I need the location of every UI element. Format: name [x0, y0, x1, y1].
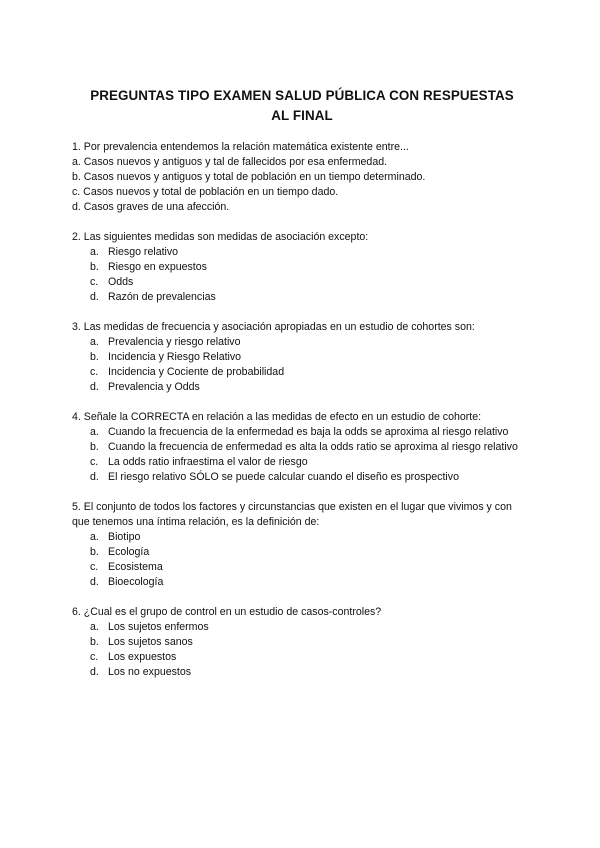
option-letter: b. — [90, 261, 99, 273]
option-d — [72, 470, 532, 485]
option-letter: b. — [90, 546, 99, 558]
option-c — [72, 455, 532, 470]
option-list — [72, 530, 532, 590]
question-stem: 1. Por prevalencia entendemos la relación matemática existente entre... — [72, 141, 409, 153]
option-b — [72, 260, 532, 275]
option-text: La odds ratio infraestima el valor de riesgo — [108, 456, 308, 468]
option-text: Prevalencia y Odds — [108, 381, 200, 393]
option-text: Ecología — [108, 546, 150, 558]
option-text: Los expuestos — [108, 651, 177, 663]
option-d — [72, 575, 532, 590]
option-a — [72, 530, 532, 545]
option-a — [72, 335, 532, 350]
option-text: Riesgo relativo — [108, 246, 179, 258]
question-stem: 2. Las siguientes medidas son medidas de asociación excepto: — [72, 231, 369, 243]
option-letter: a. — [90, 531, 99, 543]
option-letter: c. — [90, 651, 99, 663]
question-1 — [72, 140, 532, 215]
option-c — [72, 365, 532, 380]
question-5 — [72, 500, 532, 590]
option-list — [72, 425, 532, 485]
option-letter: d. — [90, 576, 99, 588]
option-text: Razón de prevalencias — [108, 291, 216, 303]
option-b — [72, 635, 532, 650]
option-letter: b. — [90, 351, 99, 363]
option-text: Los sujetos sanos — [108, 636, 193, 648]
option-letter: b. — [90, 636, 99, 648]
document-title — [72, 86, 532, 126]
option-b — [72, 350, 532, 365]
option-letter: d. — [90, 471, 99, 483]
option-text: Riesgo en expuestos — [108, 261, 207, 273]
question-stem: 5. El conjunto de todos los factores y circunstancias que existen en el lugar que vivimos y con que tenemos una íntima relación, es la definición de: — [72, 501, 512, 528]
option-letter: a. — [90, 336, 99, 348]
question-3 — [72, 320, 532, 395]
option-c — [72, 650, 532, 665]
option-text: Bioecología — [108, 576, 164, 588]
option-d — [72, 665, 532, 680]
option-text: Incidencia y Riesgo Relativo — [108, 351, 242, 363]
option-c: c. Casos nuevos y total de población en un tiempo dado. — [72, 186, 339, 198]
option-c — [72, 275, 532, 290]
option-list — [72, 620, 532, 680]
option-letter: c. — [90, 561, 99, 573]
question-stem: 6. ¿Cual es el grupo de control en un estudio de casos-controles? — [72, 606, 382, 618]
option-letter: c. — [90, 456, 99, 468]
question-6 — [72, 605, 532, 680]
question-4 — [72, 410, 532, 485]
option-letter: c. — [90, 276, 99, 288]
option-a: a. Casos nuevos y antiguos y tal de fallecidos por esa enfermedad. — [72, 156, 388, 168]
option-d: d. Casos graves de una afección. — [72, 201, 230, 213]
option-d — [72, 290, 532, 305]
option-text: Cuando la frecuencia de enfermedad es alta la odds ratio se aproxima al riesgo relativo — [108, 441, 518, 453]
option-list — [72, 245, 532, 305]
option-b — [72, 440, 532, 455]
option-text: Ecosistema — [108, 561, 163, 573]
question-stem: 4. Señale la CORRECTA en relación a las medidas de efecto en un estudio de cohorte: — [72, 411, 482, 423]
option-d — [72, 380, 532, 395]
option-b: b. Casos nuevos y antiguos y total de población en un tiempo determinado. — [72, 171, 426, 183]
option-text: El riesgo relativo SÓLO se puede calcular cuando el diseño es prospectivo — [108, 471, 459, 483]
option-text: Los no expuestos — [108, 666, 192, 678]
option-letter: a. — [90, 621, 99, 633]
option-text: Prevalencia y riesgo relativo — [108, 336, 241, 348]
option-list — [72, 335, 532, 395]
question-2 — [72, 230, 532, 305]
question-stem: 3. Las medidas de frecuencia y asociación apropiadas en un estudio de cohortes son: — [72, 321, 475, 333]
option-letter: b. — [90, 441, 99, 453]
option-list — [72, 155, 532, 215]
option-letter: d. — [90, 381, 99, 393]
option-text: Cuando la frecuencia de la enfermedad es baja la odds se aproxima al riesgo relativo — [108, 426, 509, 438]
option-letter: c. — [90, 366, 99, 378]
document-page — [72, 86, 532, 695]
title-line-1: PREGUNTAS TIPO EXAMEN SALUD PÚBLICA CON RESPUESTAS — [90, 88, 514, 103]
option-letter: d. — [90, 291, 99, 303]
option-a — [72, 245, 532, 260]
option-text: Los sujetos enfermos — [108, 621, 209, 633]
option-letter: d. — [90, 666, 99, 678]
option-a — [72, 425, 532, 440]
title-line-2: AL FINAL — [271, 108, 333, 123]
option-text: Incidencia y Cociente de probabilidad — [108, 366, 285, 378]
option-letter: a. — [90, 246, 99, 258]
option-text: Odds — [108, 276, 134, 288]
option-c — [72, 560, 532, 575]
option-a — [72, 620, 532, 635]
option-text: Biotipo — [108, 531, 141, 543]
option-b — [72, 545, 532, 560]
option-letter: a. — [90, 426, 99, 438]
